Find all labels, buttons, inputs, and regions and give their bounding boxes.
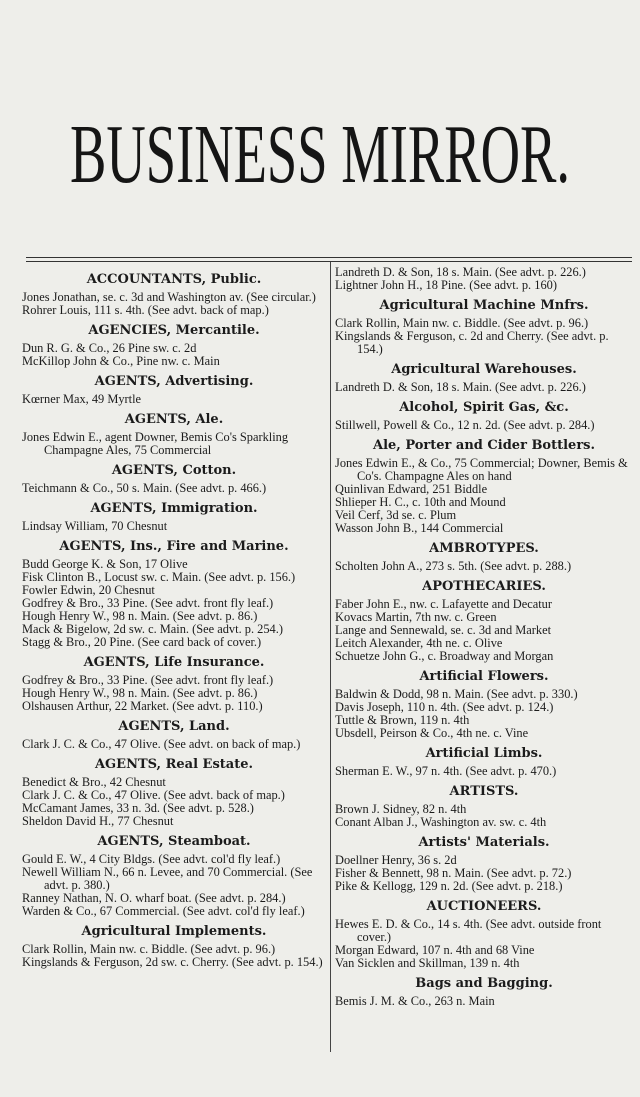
- directory-section: [22, 538, 326, 649]
- directory-entry: Hough Henry W., 98 n. Main. (See advt. p. 86.): [22, 686, 258, 700]
- directory-entry: McCamant James, 33 n. 3d. (See advt. p. 528.): [22, 801, 254, 815]
- directory-entry: Olshausen Arthur, 22 Market. (See advt. p. 110.): [22, 699, 263, 713]
- directory-entry: Tuttle & Brown, 119 n. 4th: [335, 713, 470, 727]
- section-heading: Artificial Flowers.: [419, 669, 549, 684]
- section-heading: Alcohol, Spirit Gas, &c.: [399, 400, 569, 415]
- directory-entry: Quinlivan Edward, 251 Biddle: [335, 482, 488, 496]
- section-heading: AGENTS, Real Estate.: [94, 757, 254, 772]
- directory-section: [335, 399, 633, 432]
- directory-entry: Kingslands & Ferguson, 2d sw. c. Cherry. (See advt. p. 154.): [22, 955, 323, 969]
- left-column: [22, 266, 326, 969]
- directory-entry: Faber John E., nw. c. Lafayette and Decatur: [335, 597, 552, 611]
- directory-entry: Scholten John A., 273 s. 5th. (See advt. p. 288.): [335, 559, 572, 573]
- directory-entry: Wasson John B., 144 Commercial: [335, 521, 504, 535]
- directory-entry: Landreth D. & Son, 18 s. Main. (See advt. p. 226.): [335, 380, 586, 394]
- directory-section: [22, 833, 326, 918]
- page-title: BUSINESS MIRROR.: [70, 112, 570, 192]
- section-heading: Artificial Limbs.: [425, 746, 543, 761]
- directory-entry: Sheldon David H., 77 Chesnut: [22, 814, 174, 828]
- directory-section: [22, 718, 326, 751]
- section-heading: AGENTS, Life Insurance.: [83, 655, 265, 670]
- directory-entry: Baldwin & Dodd, 98 n. Main. (See advt. p. 330.): [335, 687, 578, 701]
- section-heading: AGENTS, Steamboat.: [97, 834, 251, 849]
- directory-entry: Hewes E. D. & Co., 14 s. 4th. (See advt. outside front cover.): [335, 917, 602, 944]
- directory-section: [335, 361, 633, 394]
- directory-section: [22, 322, 326, 368]
- directory-entry: Budd George K. & Son, 17 Olive: [22, 557, 188, 571]
- directory-section: [335, 745, 633, 778]
- top-rule: [26, 257, 632, 258]
- section-heading: AGENTS, Advertising.: [94, 374, 254, 389]
- directory-entry: Clark J. C. & Co., 47 Olive. (See advt. on back of map.): [22, 737, 301, 751]
- directory-entry: Godfrey & Bro., 33 Pine. (See advt. front fly leaf.): [22, 596, 274, 610]
- directory-entry: Stagg & Bro., 20 Pine. (See card back of cover.): [22, 635, 262, 649]
- directory-section: [335, 668, 633, 740]
- directory-entry: Dun R. G. & Co., 26 Pine sw. c. 2d: [22, 341, 197, 355]
- directory-entry: Davis Joseph, 110 n. 4th. (See advt. p. 124.): [335, 700, 554, 714]
- section-heading: AGENTS, Ale.: [124, 412, 224, 427]
- directory-entry: Jones Jonathan, se. c. 3d and Washington av. (See circular.): [22, 290, 316, 304]
- section-heading: AGENTS, Immigration.: [90, 501, 258, 516]
- directory-section: [335, 834, 633, 893]
- directory-entry: Hough Henry W., 98 n. Main. (See advt. p. 86.): [22, 609, 258, 623]
- directory-entry: Newell William N., 66 n. Levee, and 70 Commercial. (See advt. p. 380.): [22, 865, 313, 892]
- directory-entry: Mack & Bigelow, 2d sw. c. Main. (See advt. p. 254.): [22, 622, 283, 636]
- directory-section: [335, 437, 633, 535]
- directory-section: [335, 898, 633, 970]
- directory-section: [22, 756, 326, 828]
- section-heading: Agricultural Machine Mnfrs.: [379, 298, 589, 313]
- section-heading: AUCTIONEERS.: [426, 899, 542, 914]
- directory-entry: McKillop John & Co., Pine nw. c. Main: [22, 354, 220, 368]
- section-heading: AMBROTYPES.: [429, 541, 539, 556]
- directory-entry: Jones Edwin E., & Co., 75 Commercial; Downer, Bemis & Co's. Champagne Ales on hand: [335, 456, 628, 483]
- directory-entry: Brown J. Sidney, 82 n. 4th: [335, 802, 467, 816]
- directory-entry: Clark Rollin, Main nw. c. Biddle. (See advt. p. 96.): [22, 942, 276, 956]
- directory-section: [22, 411, 326, 457]
- directory-section: [22, 271, 326, 317]
- right-column: [335, 266, 633, 1008]
- column-divider: [330, 262, 331, 1052]
- section-heading: Agricultural Warehouses.: [391, 362, 577, 377]
- top-rule-inner: [26, 261, 632, 262]
- directory-section: [22, 462, 326, 495]
- directory-entry: Warden & Co., 67 Commercial. (See advt. col'd fly leaf.): [22, 904, 305, 918]
- directory-entry: Teichmann & Co., 50 s. Main. (See advt. p. 466.): [22, 481, 267, 495]
- directory-entry: Kœrner Max, 49 Myrtle: [22, 392, 142, 406]
- directory-section: [335, 975, 633, 1008]
- section-heading: ARTISTS.: [449, 784, 519, 799]
- directory-entry: Landreth D. & Son, 18 s. Main. (See advt. p. 226.): [335, 265, 586, 279]
- directory-entry: Bemis J. M. & Co., 263 n. Main: [335, 994, 495, 1008]
- directory-entry: Rohrer Louis, 111 s. 4th. (See advt. back of map.): [22, 303, 269, 317]
- directory-entry: Leitch Alexander, 4th ne. c. Olive: [335, 636, 503, 650]
- directory-section: [335, 297, 633, 356]
- directory-entry: Lindsay William, 70 Chesnut: [22, 519, 168, 533]
- directory-entry: Godfrey & Bro., 33 Pine. (See advt. front fly leaf.): [22, 673, 274, 687]
- directory-section: [22, 373, 326, 406]
- page-title-svg: [70, 112, 570, 192]
- directory-entry: Sherman E. W., 97 n. 4th. (See advt. p. 470.): [335, 764, 557, 778]
- directory-section: [22, 923, 326, 969]
- directory-entry: Van Sicklen and Skillman, 139 n. 4th: [335, 956, 520, 970]
- directory-section: [22, 500, 326, 533]
- directory-entry: Kovacs Martin, 7th nw. c. Green: [335, 610, 497, 624]
- directory-section: [335, 266, 633, 292]
- page-title-wrap: [70, 112, 570, 192]
- directory-entry: Morgan Edward, 107 n. 4th and 68 Vine: [335, 943, 535, 957]
- directory-entry: Veil Cerf, 3d se. c. Plum: [335, 508, 457, 522]
- section-heading: Agricultural Implements.: [81, 924, 267, 939]
- section-heading: AGENCIES, Mercantile.: [88, 323, 260, 338]
- directory-entry: Kingslands & Ferguson, c. 2d and Cherry. (See advt. p. 154.): [335, 329, 609, 356]
- section-heading: AGENTS, Ins., Fire and Marine.: [59, 539, 289, 554]
- directory-entry: Lange and Sennewald, se. c. 3d and Market: [335, 623, 552, 637]
- directory-entry: Fowler Edwin, 20 Chesnut: [22, 583, 155, 597]
- directory-entry: Pike & Kellogg, 129 n. 2d. (See advt. p. 218.): [335, 879, 563, 893]
- directory-entry: Benedict & Bro., 42 Chesnut: [22, 775, 166, 789]
- directory-section: [335, 783, 633, 829]
- directory-entry: Lightner John H., 18 Pine. (See advt. p. 160): [335, 278, 557, 292]
- directory-section: [22, 654, 326, 713]
- directory-entry: Fisher & Bennett, 98 n. Main. (See advt. p. 72.): [335, 866, 572, 880]
- section-heading: AGENTS, Cotton.: [111, 463, 237, 478]
- directory-entry: Clark Rollin, Main nw. c. Biddle. (See advt. p. 96.): [335, 316, 589, 330]
- directory-entry: Ranney Nathan, N. O. wharf boat. (See advt. p. 284.): [22, 891, 286, 905]
- directory-entry: Fisk Clinton B., Locust sw. c. Main. (See advt. p. 156.): [22, 570, 296, 584]
- directory-entry: Stillwell, Powell & Co., 12 n. 2d. (See advt. p. 284.): [335, 418, 595, 432]
- directory-entry: Schuetze John G., c. Broadway and Morgan: [335, 649, 554, 663]
- directory-entry: Clark J. C. & Co., 47 Olive. (See advt. back of map.): [22, 788, 285, 802]
- section-heading: Bags and Bagging.: [415, 976, 553, 991]
- directory-entry: Gould E. W., 4 City Bldgs. (See advt. col'd fly leaf.): [22, 852, 281, 866]
- directory-entry: Doellner Henry, 36 s. 2d: [335, 853, 457, 867]
- section-heading: Ale, Porter and Cider Bottlers.: [372, 438, 596, 453]
- directory-entry: Shlieper H. C., c. 10th and Mound: [335, 495, 506, 509]
- section-heading: ACCOUNTANTS, Public.: [86, 272, 262, 287]
- directory-entry: Jones Edwin E., agent Downer, Bemis Co's Sparkling Champagne Ales, 75 Commercial: [22, 430, 289, 457]
- directory-entry: Conant Alban J., Washington av. sw. c. 4th: [335, 815, 547, 829]
- directory-entry: Ubsdell, Peirson & Co., 4th ne. c. Vine: [335, 726, 529, 740]
- section-heading: APOTHECARIES.: [422, 579, 546, 594]
- section-heading: Artists' Materials.: [418, 835, 550, 850]
- directory-section: [335, 578, 633, 663]
- directory-section: [335, 540, 633, 573]
- section-heading: AGENTS, Land.: [118, 719, 230, 734]
